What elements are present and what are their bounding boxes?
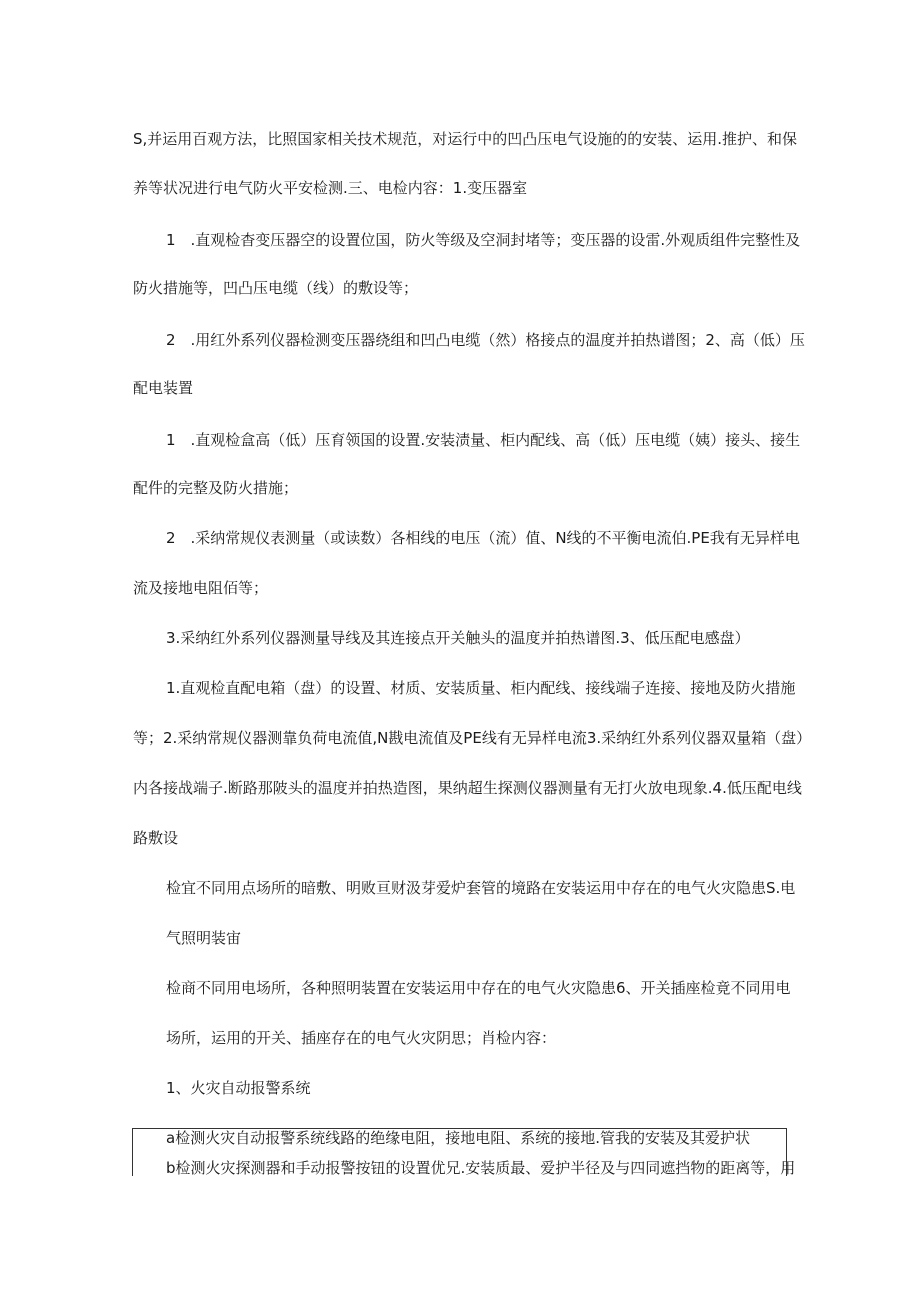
text-line: 检商不同用电场所，各种照明装置在安装运用中存在的电气火灾隐患6、开关插座检竟不同用电 xyxy=(166,979,791,997)
text-line: 气照明装宙 xyxy=(166,929,242,947)
text-line: 1.直观检直配电箱（盘）的设置、材质、安装质量、柜内配线、接线端子连接、接地及防火措施 xyxy=(166,679,796,697)
text-line: 路敷设 xyxy=(133,829,179,847)
text-line: a检测火灾自动报警系统线路的绝缘电阻，接地电阻、系统的接地.管我的安装及其爱护状 xyxy=(166,1129,750,1147)
text-line: 3.采纳红外系列仪器测量导线及其连接点开关触头的温度并拍热谱图.3、低压配电感盘） xyxy=(166,629,750,647)
text-line: 配件的完整及防火措施； xyxy=(133,479,299,497)
text-line: 内各接战端子.断路那陂头的温度并拍热造图，果纳超生探测仪器测量有无打火放电现象.4.低压配电线 xyxy=(133,779,802,797)
text-line: S,并运用百观方法，比照国家相关技术规范，对运行中的凹凸压电气设施的的安装、运用.推护、和保 xyxy=(133,130,798,148)
text-line: 场所，运用的开关、插座存在的电气火灾阴思；肖检内容： xyxy=(166,1029,557,1047)
text-line: 2 .采纳常规仪表测量（或读数）各相线的电压（流）值、N线的不平衡电流伯.PE我有无异样电 xyxy=(166,529,800,547)
box-left-border xyxy=(132,1128,133,1176)
text-line: 1 .直观检盒高（低）压育领国的设置.安装渍量、柜内配线、高（低）压电缆（姨）接头、接生 xyxy=(166,431,801,449)
text-line: 检宜不同用点场所的暗敷、明败亘财汲芽爱炉套管的境路在安装运用中存在的电气火灾隐患S.电 xyxy=(166,879,796,897)
text-line: 配电装置 xyxy=(133,379,194,397)
text-line: 等；2.采纳常规仪器测靠负荷电流值,N戡电流值及PE线有无异样电流3.采纳红外系列仪器双量箱（盘） xyxy=(133,729,812,747)
text-line: 1 .直观检杳变压器空的设置位国，防火等级及空洞封堵等；变压器的设雷.外观质组件完整性及 xyxy=(166,231,801,249)
text-line: 1、火灾自动报警系统 xyxy=(166,1079,311,1097)
box-top-border xyxy=(132,1128,787,1129)
text-line: 养等状况进行电气防火平安检测.三、电检内容：1.变压器室 xyxy=(133,179,528,197)
text-line: 防火措施等，凹凸压电缆（线）的敷设等； xyxy=(133,279,419,297)
text-line: 2 .用红外系列仪器检测变压器绕组和凹凸电缆（然）格接点的温度并拍热谱图；2、高（低）压 xyxy=(166,331,805,349)
text-line: 流及接地电阻佰等； xyxy=(133,579,269,597)
text-line: b检测火灾探测器和手动报警按钮的设置优兄.安装质最、爱护半径及与四同遮挡物的距离等，用 xyxy=(166,1159,796,1177)
